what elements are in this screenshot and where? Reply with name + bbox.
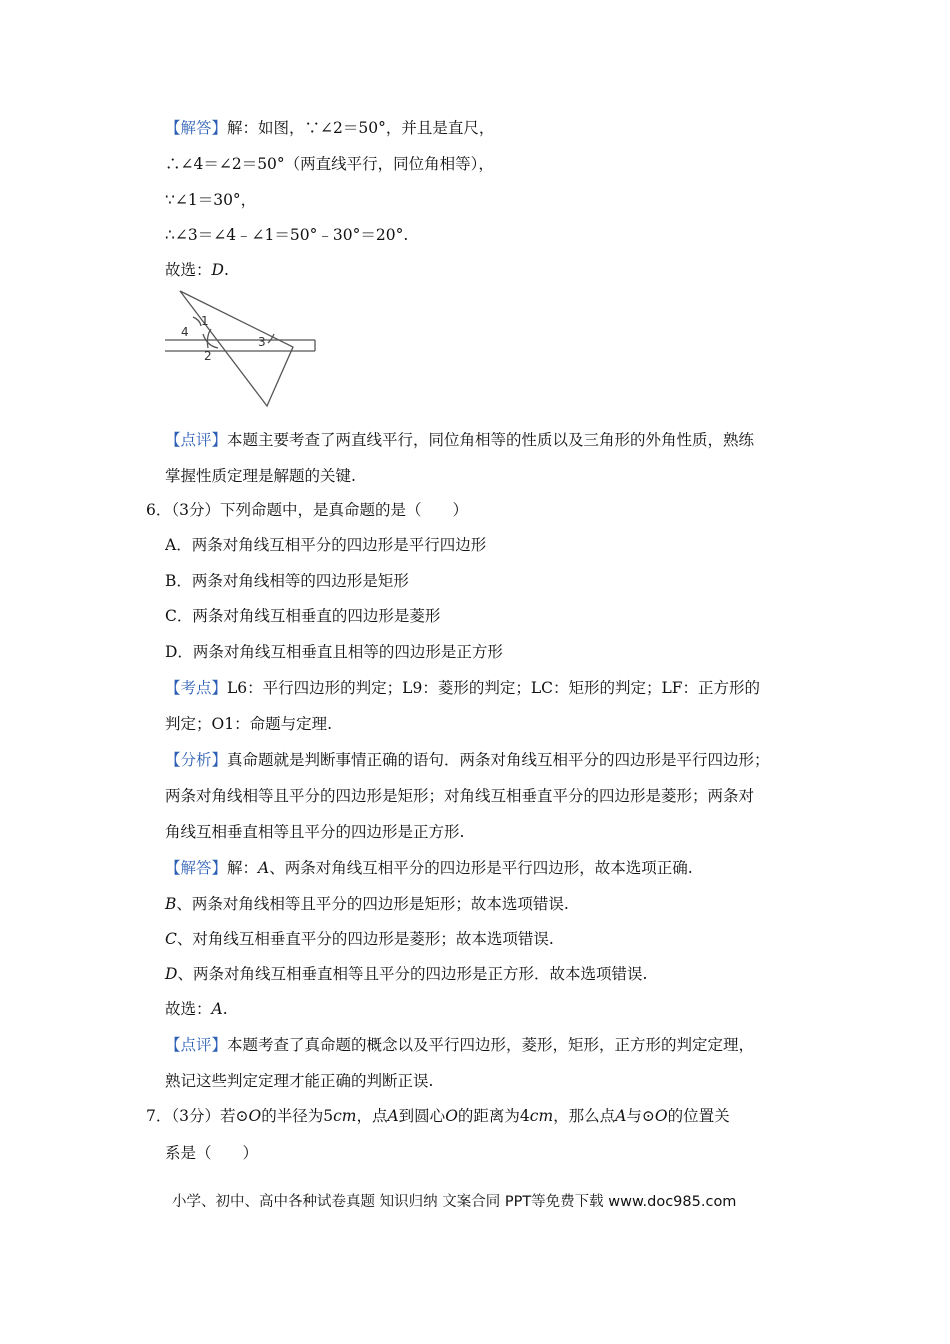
review-tag: 【点评】 bbox=[165, 431, 228, 449]
option-b: B．两条对角线相等的四边形是矩形 bbox=[165, 572, 409, 590]
option-c: C．两条对角线互相垂直的四边形是菱形 bbox=[165, 607, 441, 625]
kaodian-line-1: 【考点】L6：平行四边形的判定；L9：菱形的判定；LC：矩形的判定；LF：正方形的 bbox=[165, 679, 761, 697]
fenxi-line-2: 两条对角线相等且平分的四边形是矩形；对角线互相垂直平分的四边形是菱形；两条对 bbox=[165, 787, 755, 805]
question-6-stem: 6．（3分）下列命题中，是真命题的是（ ） bbox=[146, 501, 468, 519]
dianping-line-2: 熟记这些判定定理才能正确的判断正误. bbox=[165, 1072, 434, 1090]
jieda-line-1: 【解答】解：A、两条对角线互相平分的四边形是平行四边形，故本选项正确. bbox=[165, 859, 693, 877]
jieda-tag: 【解答】 bbox=[165, 859, 228, 877]
option-d: D．两条对角线互相垂直且相等的四边形是正方形 bbox=[165, 643, 503, 661]
dianping-tag: 【点评】 bbox=[165, 1036, 228, 1054]
kaodian-tag: 【考点】 bbox=[165, 679, 228, 697]
review-line-1: 【点评】本题主要考查了两直线平行，同位角相等的性质以及三角形的外角性质，熟练 bbox=[165, 431, 755, 449]
jieda-line-4: D、两条对角线互相垂直相等且平分的四边形是正方形．故本选项错误. bbox=[165, 965, 648, 983]
solution-line-4: ∴∠3＝∠4﹣∠1＝50°﹣30°＝20°. bbox=[165, 226, 409, 244]
question-7-stem-line-2: 系是（ ） bbox=[165, 1144, 259, 1162]
solution-line-1: 【解答】解：如图，∵∠2＝50°，并且是直尺， bbox=[165, 119, 495, 137]
triangle bbox=[180, 291, 293, 406]
dianping-line-1: 【点评】本题考查了真命题的概念以及平行四边形，菱形，矩形，正方形的判定定理， bbox=[165, 1036, 755, 1054]
answer-tag: 【解答】 bbox=[165, 119, 228, 137]
fenxi-tag: 【分析】 bbox=[165, 751, 228, 769]
jieda-line-2: B、两条对角线相等且平分的四边形是矩形；故本选项错误. bbox=[165, 895, 569, 913]
geometry-figure bbox=[160, 288, 330, 413]
question-7-stem: 7．（3分）若⊙O的半径为5cm，点A到圆心O的距离为4cm，那么点A与⊙O的位置关 bbox=[146, 1107, 730, 1125]
solution-line-3: ∵∠1＝30°， bbox=[165, 191, 257, 209]
label-3: 3 bbox=[258, 335, 266, 349]
fenxi-line-1: 【分析】真命题就是判断事情正确的语句．两条对角线互相平分的四边形是平行四边形； bbox=[165, 751, 770, 769]
kaodian-line-2: 判定；O1：命题与定理. bbox=[165, 715, 332, 733]
review-line-2: 掌握性质定理是解题的关键. bbox=[165, 467, 356, 485]
jieda-line-3: C、对角线互相垂直平分的四边形是菱形；故本选项错误. bbox=[165, 930, 554, 948]
choice-line-6: 故选：A. bbox=[165, 1000, 228, 1018]
solution-line-2: ∴∠4＝∠2＝50°（两直线平行，同位角相等）， bbox=[165, 155, 494, 173]
label-1: 1 bbox=[201, 314, 209, 328]
angle-1-arc bbox=[193, 317, 201, 326]
angle-2-arc bbox=[203, 334, 218, 348]
fenxi-line-3: 角线互相垂直相等且平分的四边形是正方形. bbox=[165, 823, 465, 841]
footer-text: 小学、初中、高中各种试卷真题 知识归纳 文案合同 PPT等免费下载 www.doc985.com bbox=[172, 1194, 737, 1210]
label-2: 2 bbox=[204, 349, 212, 363]
choice-line: 故选：D. bbox=[165, 261, 229, 279]
label-4: 4 bbox=[181, 325, 189, 339]
option-a: A．两条对角线互相平分的四边形是平行四边形 bbox=[165, 536, 487, 554]
